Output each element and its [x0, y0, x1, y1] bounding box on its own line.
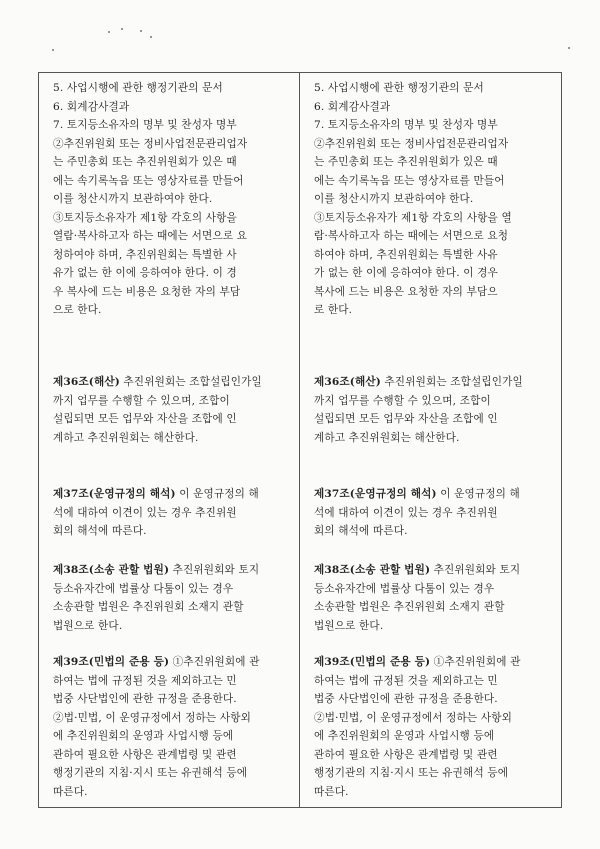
paragraph-2: ②추진위원회 또는 정비사업전문관리업자 는 주민총회 또는 추진위원회가 있은 때 에는 속기록녹음 또는 영상자료를 만들어 이를 청산시까지 보관하여야 한다. — [314, 137, 509, 205]
article-35-tail-left — [53, 79, 295, 320]
item-5: 5. 사업시행에 관한 행정기관의 문서 — [314, 82, 484, 94]
item-6: 6. 회계감사결과 — [53, 100, 130, 113]
item-6: 6. 회계감사결과 — [314, 100, 391, 113]
right-column — [300, 73, 561, 807]
article-36-text: 추진위원회는 조합설립인가일 까지 업무를 수행할 수 있으며, 조합이 설립되면 모든 업무와 자산을 조합에 인 계하고 추진위원회는 해산한다. — [53, 376, 262, 444]
scan-speck — [568, 47, 570, 49]
paragraph-3: ③토지등소유자가 제1항 각호의 사항을 열 람·복사하고자 하는 때에는 서면으로 요청 하여야 하며, 추진위원회는 특별한 사유 가 없는 한 이에 응하여야 한다. 이 경우 복사에 드는 비용은 요청한 자의 부담으 로 한다. — [314, 211, 512, 316]
article-37-text: 이 운영규정의 해 석에 대하여 이견이 있는 경우 추진위원 회의 해석에 따른다. — [314, 488, 520, 537]
left-column — [39, 73, 300, 807]
article-37-left — [53, 485, 295, 541]
article-36-left — [53, 373, 295, 447]
article-37-text: 이 운영규정의 해 석에 대하여 이견이 있는 경우 추진위원 회의 해석에 따른다. — [53, 488, 259, 537]
scan-speck — [108, 31, 110, 33]
item-7: 7. 토지등소유자의 명부 및 찬성자 명부 — [314, 119, 498, 131]
article-38-left — [53, 561, 295, 635]
item-7: 7. 토지등소유자의 명부 및 찬성자 명부 — [53, 119, 237, 131]
article-38-right — [314, 561, 557, 635]
scan-speck — [121, 28, 123, 30]
scan-speck — [52, 49, 54, 51]
paragraph-2: ②추진위원회 또는 정비사업전문관리업자 는 주민총회 또는 추진위원회가 있은 때 에는 속기록녹음 또는 영상자료를 만들어 이를 청산시까지 보관하여야 한다. — [53, 137, 248, 205]
article-39-text: ①추진위원회에 관 하여는 법에 규정된 것을 제외하고는 민 법중 사단법인에 관한 규정을 준용한다. ②법·민법, 이 운영규정에서 정하는 사항외 에 추진위원회의 운영과 사업시행 등에 관하여 필요한 사항은 관계법령 및 관련 행정기관의 지침·지시 또는 유권해석 등에 따른다. — [53, 656, 260, 798]
article-36-text: 추진위원회는 조합설립인가일 까지 업무를 수행할 수 있으며, 조합이 설립되면 모든 업무와 자산을 조합에 인 계하고 추진위원회는 해산한다. — [314, 376, 523, 444]
article-39-left — [53, 653, 295, 801]
paragraph-3: ③토지등소유자가 제1항 각호의 사항을 열람·복사하고자 하는 때에는 서면으로 요 청하여야 하며, 추진위원회는 특별한 사 유가 없는 한 이에 응하여야 한다. 이 경 우 복사에 드는 비용은 요청한 자의 부담 으로 한다. — [53, 211, 248, 316]
article-39-title: 제39조(민법의 준용 등) — [53, 656, 170, 668]
article-36-title: 제36조(해산) — [53, 376, 120, 388]
article-39-right — [314, 653, 557, 801]
article-36-title: 제36조(해산) — [314, 376, 381, 388]
article-35-tail-right — [314, 79, 557, 320]
article-39-text: ①추진위원회에 관 하여는 법에 규정된 것을 제외하고는 민 법중 사단법인에 관한 규정을 준용한다. ②법·민법, 이 운영규정에서 정하는 사항외 에 추진위원회의 운영과 사업시행 등에 관하여 필요한 사항은 관계법령 및 관련 행정기관의 지침·지시 또는 유권해석 등에 따른다. — [314, 656, 521, 798]
article-38-title: 제38조(소송 관할 법원) — [314, 564, 431, 576]
article-37-right — [314, 485, 557, 541]
item-5: 5. 사업시행에 관한 행정기관의 문서 — [53, 82, 223, 94]
article-39-title: 제39조(민법의 준용 등) — [314, 656, 431, 668]
article-37-title: 제37조(운영규정의 해석) — [53, 488, 176, 500]
article-38-text: 추진위원회와 토지 등소유자간에 법률상 다툼이 있는 경우 소송관할 법원은 추진위원회 소재지 관할 법원으로 한다. — [314, 564, 521, 632]
article-38-text: 추진위원회와 토지 등소유자간에 법률상 다툼이 있는 경우 소송관할 법원은 추진위원회 소재지 관할 법원으로 한다. — [53, 564, 260, 632]
scan-speck — [150, 36, 152, 38]
article-38-title: 제38조(소송 관할 법원) — [53, 564, 170, 576]
article-37-title: 제37조(운영규정의 해석) — [314, 488, 437, 500]
article-36-right — [314, 373, 557, 447]
scan-speck — [140, 30, 142, 32]
comparison-table — [38, 72, 562, 808]
